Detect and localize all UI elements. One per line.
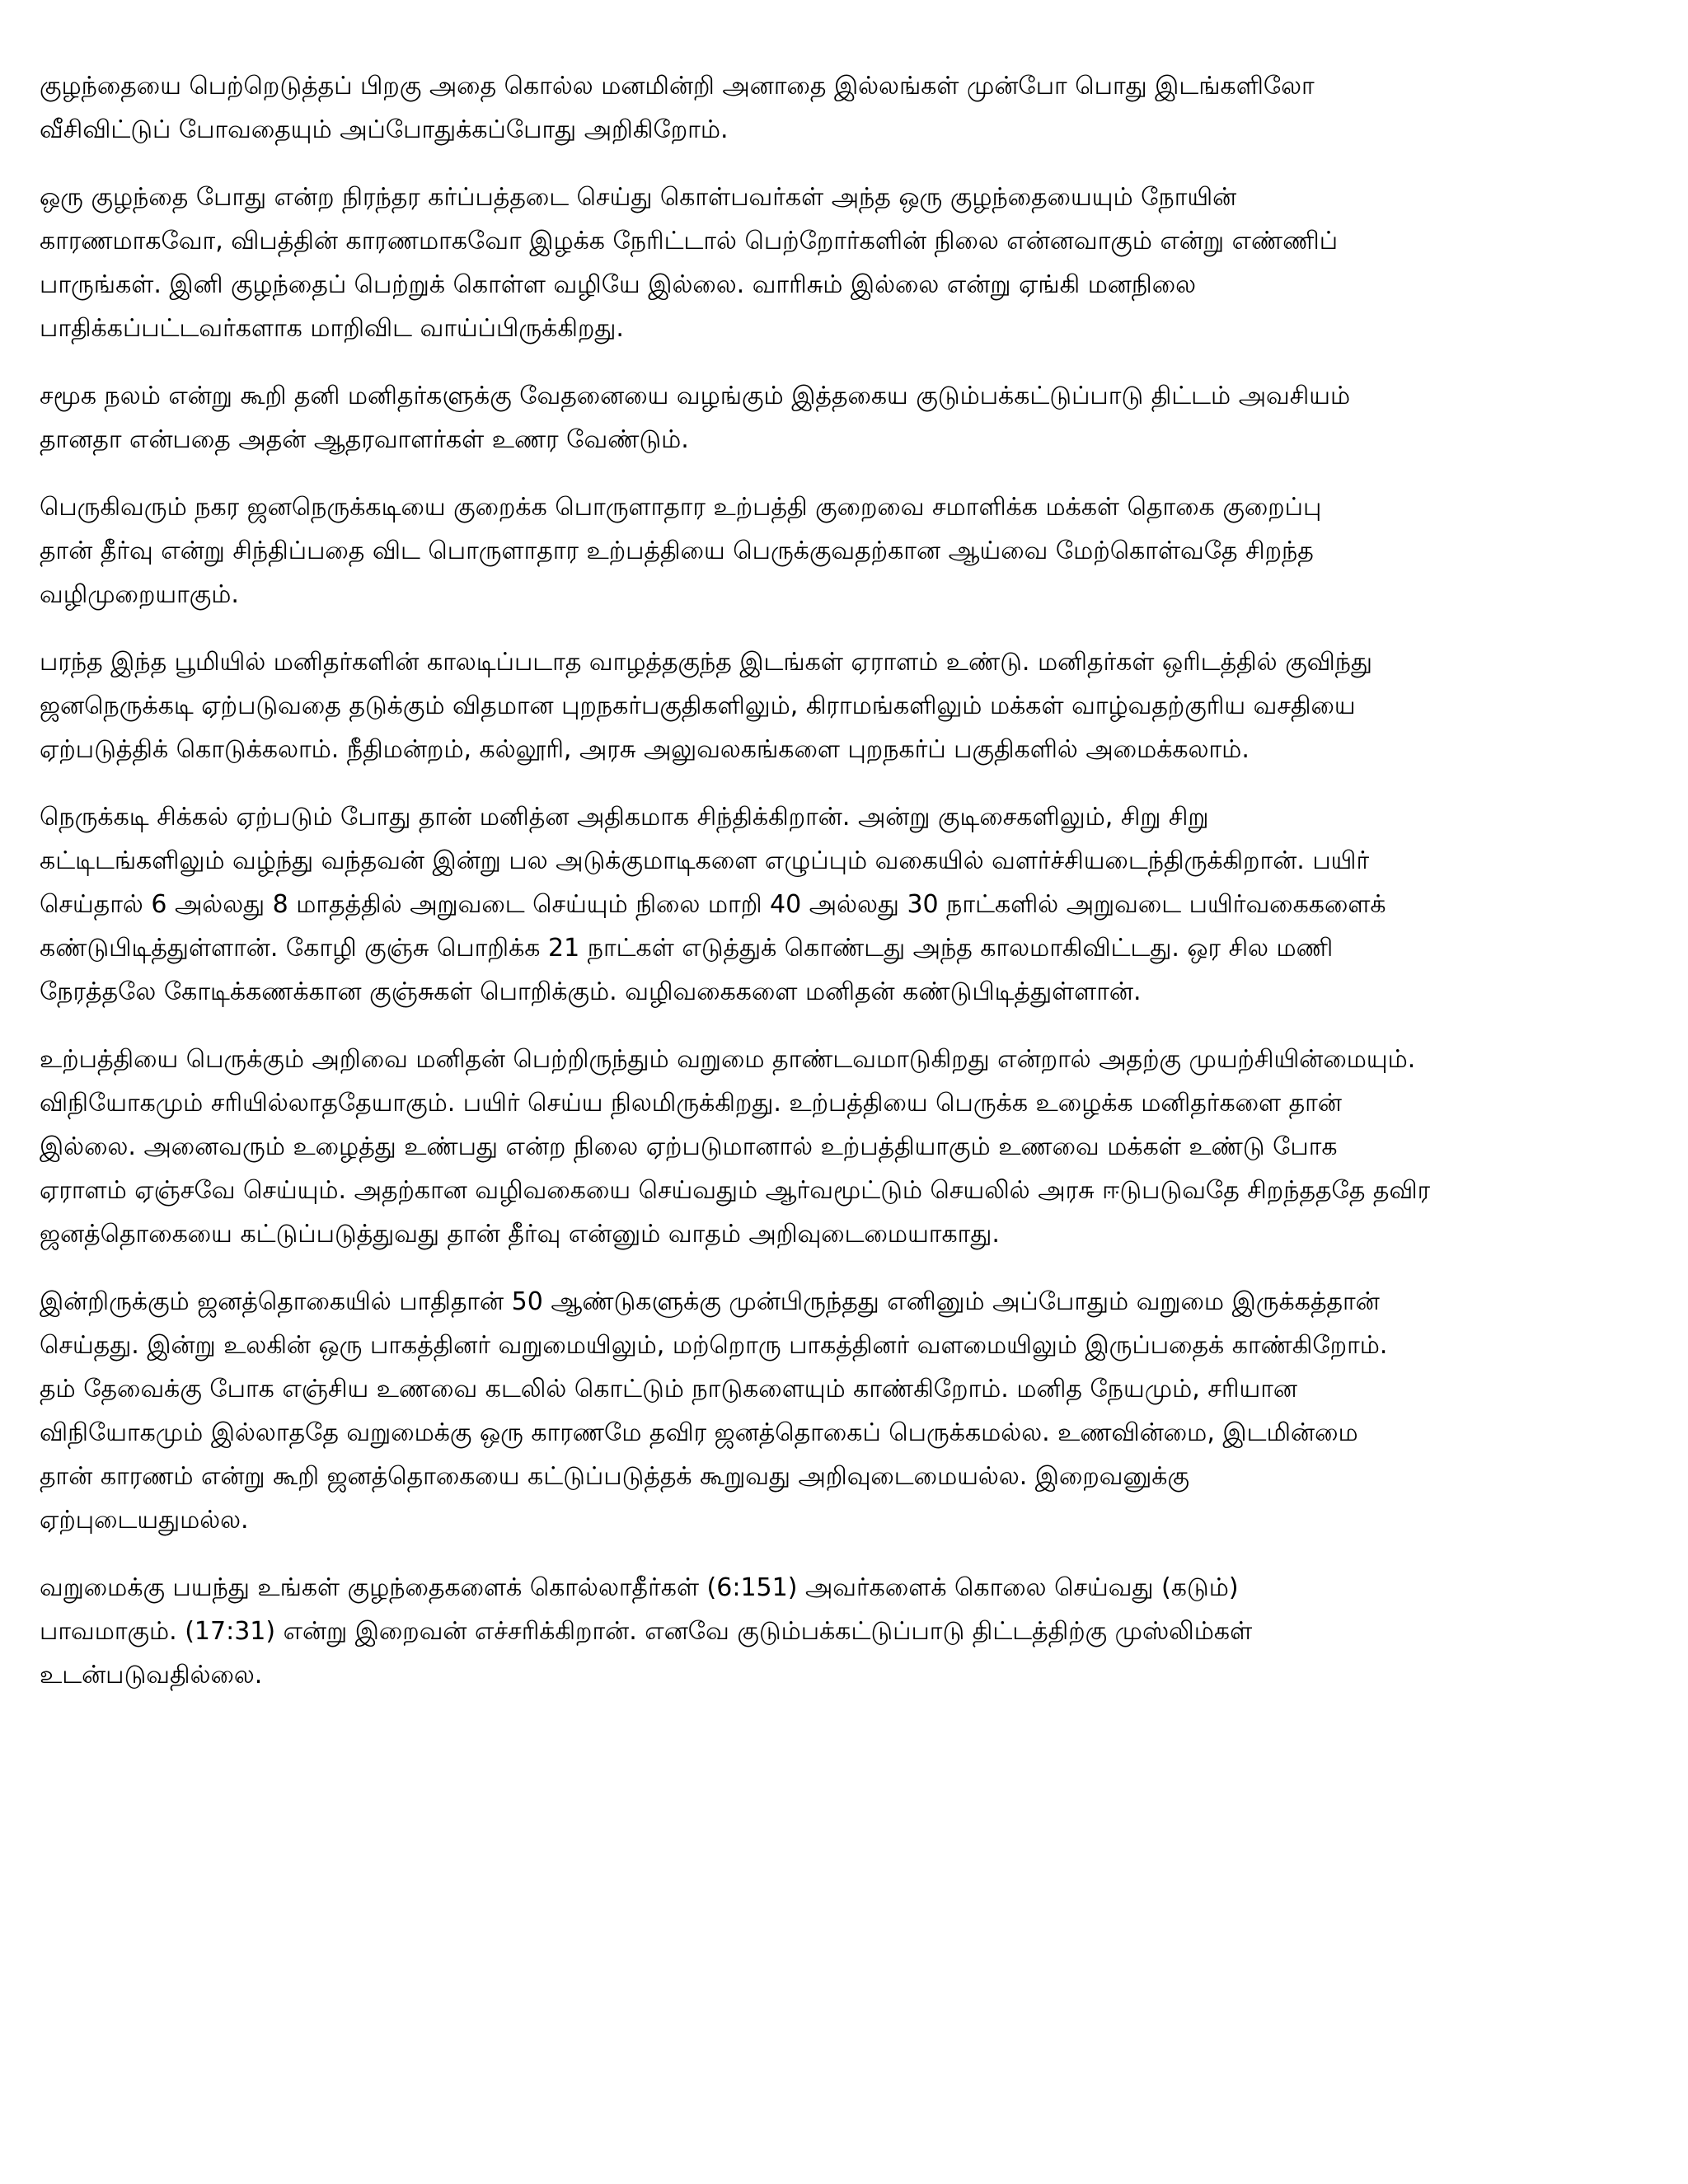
text-line: ஜனத்தொகையை கட்டுப்படுத்துவது தான் தீர்வு என்னும் வாதம் அறிவுடைமையாகாது.: [40, 1220, 1000, 1249]
text-line: உற்பத்தியை பெருக்கும் அறிவை மனிதன் பெற்றிருந்தும் வறுமை தாண்டவமாடுகிறது என்றால் அதற்கு முயற்சியின்மையும்.: [40, 1045, 1416, 1074]
paragraph-2: [40, 176, 1647, 350]
text-line: பரந்த இந்த பூமியில் மனிதர்களின் காலடிப்படாத வாழத்தகுந்த இடங்கள் ஏராளம் உண்டு. மனிதர்கள் ஒரிடத்தில் குவிந்து: [40, 648, 1373, 677]
document-body: [40, 64, 1647, 1721]
paragraph-3: [40, 374, 1647, 462]
text-line: காரணமாகவோ, விபத்தின் காரணமாகவோ இழக்க நேரிட்டால் பெற்றோர்களின் நிலை என்னவாகும் என்று எண்ணிப்: [40, 227, 1339, 255]
text-line: பாருங்கள். இனி குழந்தைப் பெற்றுக் கொள்ள வழியே இல்லை. வாரிசும் இல்லை என்று ஏங்கி மனநிலை: [40, 270, 1197, 299]
text-line: செய்தால் 6 அல்லது 8 மாதத்தில் அறுவடை செய்யும் நிலை மாறி 40 அல்லது 30 நாட்களில் அறுவடை பயிர்வகைகளைக்: [40, 890, 1386, 919]
paragraph-9: [40, 1566, 1647, 1697]
text-line: நேரத்தலே கோடிக்கணக்கான குஞ்சுகள் பொறிக்கும். வழிவகைகளை மனிதன் கண்டுபிடித்துள்ளான்.: [40, 977, 1142, 1006]
text-line: தான் தீர்வு என்று சிந்திப்பதை விட பொருளாதார உற்பத்தியை பெருக்குவதற்கான ஆய்வை மேற்கொள்வதே சிறந்த: [40, 537, 1314, 565]
text-line: வீசிவிட்டுப் போவதையும் அப்போதுக்கப்போது அறிகிறோம்.: [40, 115, 729, 144]
paragraph-6: [40, 795, 1647, 1014]
text-line: ஏற்புடையதுமல்ல.: [40, 1506, 249, 1535]
text-line: சமூக நலம் என்று கூறி தனி மனிதர்களுக்கு வேதனையை வழங்கும் இத்தகைய குடும்பக்கட்டுப்பாடு திட்டம் அவசியம்: [40, 382, 1351, 410]
text-line: ஏராளம் ஏஞ்சவே செய்யும். அதற்கான வழிவகையை செய்வதும் ஆர்வமூட்டும் செயலில் அரசு ஈடுபடுவதே சிறந்தததே தவிர: [40, 1176, 1431, 1205]
text-line: பாதிக்கப்பட்டவர்களாக மாறிவிட வாய்ப்பிருக்கிறது.: [40, 314, 624, 343]
text-line: நெருக்கடி சிக்கல் ஏற்படும் போது தான் மனித்ன அதிகமாக சிந்திக்கிறான். அன்று குடிசைகளிலும், சிறு சிறு: [40, 803, 1209, 832]
paragraph-4: [40, 485, 1647, 616]
text-line: உடன்படுவதில்லை.: [40, 1661, 263, 1690]
text-line: இல்லை. அனைவரும் உழைத்து உண்பது என்ற நிலை ஏற்படுமானால் உற்பத்தியாகும் உணவை மக்கள் உண்டு போக: [40, 1132, 1338, 1161]
text-line: இன்றிருக்கும் ஜனத்தொகையில் பாதிதான் 50 ஆண்டுகளுக்கு முன்பிருந்தது எனினும் அப்போதும் வறுமை இருக்கத்தான்: [40, 1287, 1380, 1316]
paragraph-5: [40, 640, 1647, 771]
text-line: பாவமாகும். (17:31) என்று இறைவன் எச்சரிக்கிறான். எனவே குடும்பக்கட்டுப்பாடு திட்டத்திற்கு முஸ்லிம்கள்: [40, 1617, 1253, 1646]
text-line: வறுமைக்கு பயந்து உங்கள் குழந்தைகளைக் கொல்லாதீர்கள் (6:151) அவர்களைக் கொலை செய்வது (கடும்): [40, 1573, 1239, 1602]
text-line: செய்தது. இன்று உலகின் ஒரு பாகத்தினர் வறுமையிலும், மற்றொரு பாகத்தினர் வளமையிலும் இருப்பதைக் காண்கிறோம்.: [40, 1331, 1388, 1360]
paragraph-8: [40, 1280, 1647, 1542]
text-line: தானதா என்பதை அதன் ஆதரவாளர்கள் உணர வேண்டும்.: [40, 425, 689, 454]
text-line: ஏற்படுத்திக் கொடுக்கலாம். நீதிமன்றம், கல்லூரி, அரசு அலுவலகங்களை புறநகர்ப் பகுதிகளில் அமைக்கலாம்.: [40, 735, 1250, 764]
text-line: தான் காரணம் என்று கூறி ஜனத்தொகையை கட்டுப்படுத்தக் கூறுவது அறிவுடைமையல்ல. இறைவனுக்கு: [40, 1462, 1189, 1491]
text-line: வழிமுறையாகும்.: [40, 580, 239, 609]
text-line: ஒரு குழந்தை போது என்ற நிரந்தர கர்ப்பத்தடை செய்து கொள்பவர்கள் அந்த ஒரு குழந்தையையும் நோயின்: [40, 183, 1237, 212]
paragraph-7: [40, 1038, 1647, 1256]
paragraph-1: [40, 64, 1647, 152]
text-line: பெருகிவரும் நகர ஜனநெருக்கடியை குறைக்க பொருளாதார உற்பத்தி குறைவை சமாளிக்க மக்கள் தொகை குறைப்பு: [40, 493, 1322, 522]
text-line: குழந்தையை பெற்றெடுத்தப் பிறகு அதை கொல்ல மனமின்றி அனாதை இல்லங்கள் முன்போ பொது இடங்களிலோ: [40, 72, 1315, 101]
text-line: விநியோகமும் இல்லாததே வறுமைக்கு ஒரு காரணமே தவிர ஜனத்தொகைப் பெருக்கமல்ல. உணவின்மை, இடமின்மை: [40, 1418, 1358, 1447]
text-line: ஜனநெருக்கடி ஏற்படுவதை தடுக்கும் விதமான புறநகர்பகுதிகளிலும், கிராமங்களிலும் மக்கள் வாழ்வதற்குரிய வசதியை: [40, 691, 1356, 720]
text-line: விநியோகமும் சரியில்லாததேயாகும். பயிர் செய்ய நிலமிருக்கிறது. உற்பத்தியை பெருக்க உழைக்க மனிதர்களை தான்: [40, 1089, 1342, 1118]
text-line: தம் தேவைக்கு போக எஞ்சிய உணவை கடலில் கொட்டும் நாடுகளையும் காண்கிறோம். மனித நேயமும், சரியான: [40, 1375, 1297, 1404]
text-line: கண்டுபிடித்துள்ளான். கோழி குஞ்சு பொறிக்க 21 நாட்கள் எடுத்துக் கொண்டது அந்த காலமாகிவிட்டது. ஒர சில மணி: [40, 934, 1334, 963]
text-line: கட்டிடங்களிலும் வழ்ந்து வந்தவன் இன்று பல அடுக்குமாடிகளை எழுப்பும் வகையில் வளர்ச்சியடைந்திருக்கிறான். பயிர்: [40, 846, 1370, 875]
